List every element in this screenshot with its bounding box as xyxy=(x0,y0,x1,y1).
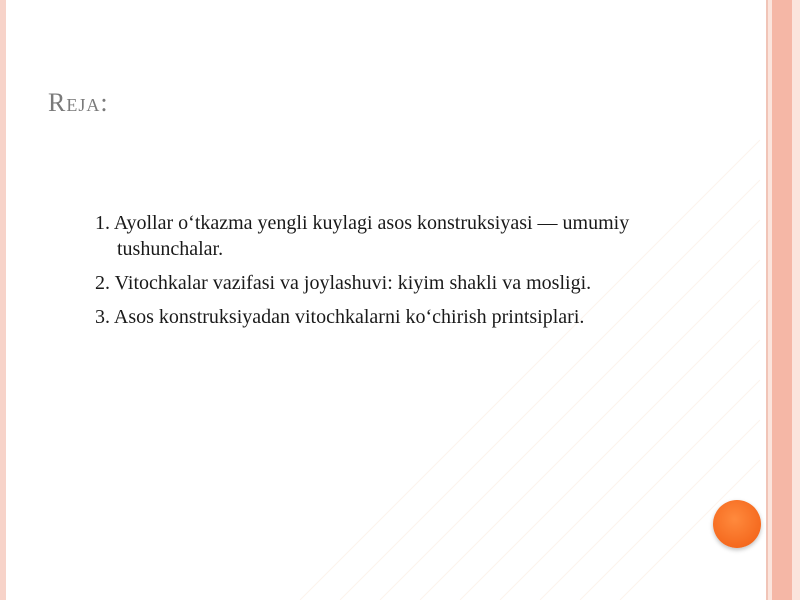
list-item: 2. Vitochkalar vazifasi va joylashuvi: kiyim shakli va mosligi. xyxy=(95,272,592,294)
list-item: 3. Asos konstruksiyadan vitochkalarni ko‘chirish printsiplari. xyxy=(95,306,585,328)
right-border-inner xyxy=(772,0,792,600)
slide-title: Reja: xyxy=(48,88,109,117)
decorative-circle-icon xyxy=(713,500,761,548)
right-border-line xyxy=(766,0,768,600)
plan-list xyxy=(95,210,715,338)
list-item: 1. Ayollar o‘tkazma yengli kuylagi asos konstruksiyasi — umumiy tushunchalar. xyxy=(95,212,630,260)
left-border xyxy=(0,0,6,600)
